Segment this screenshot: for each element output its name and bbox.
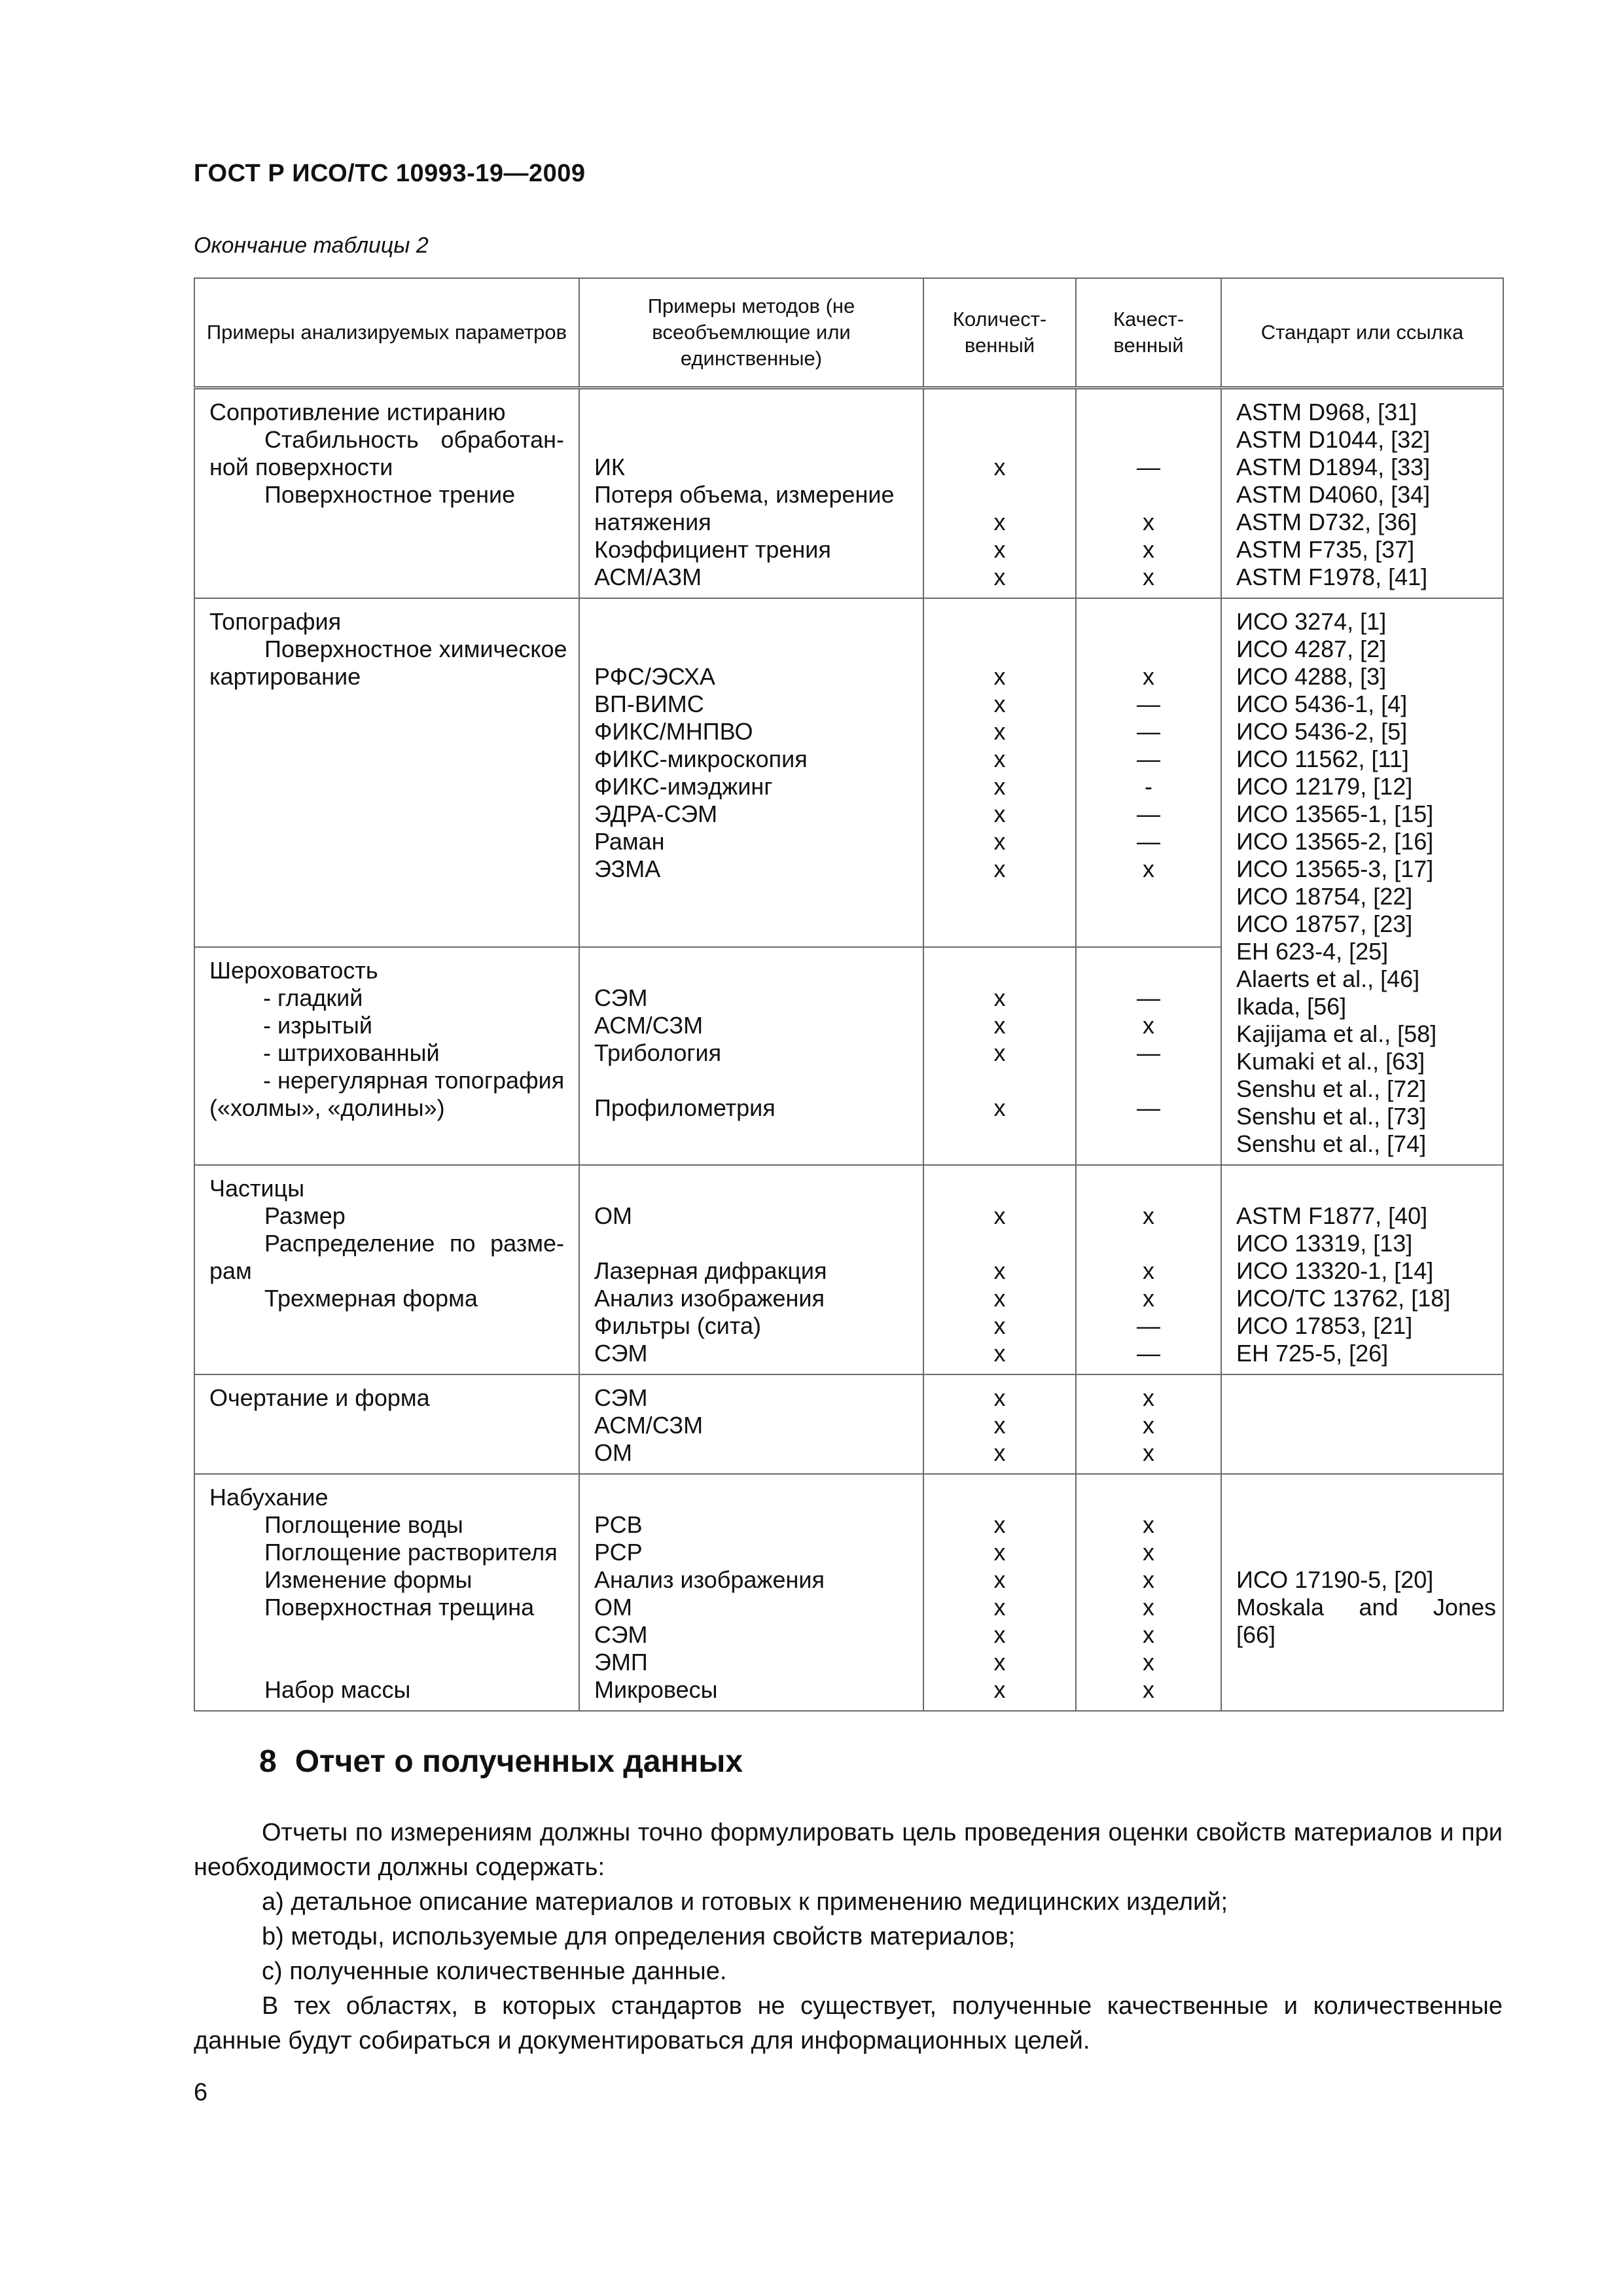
- quant-mark: [925, 957, 1075, 984]
- param-line: ной поверхности: [209, 454, 393, 480]
- param-line: [209, 1649, 564, 1676]
- reference-line: ИСО 18757, [23]: [1236, 910, 1413, 937]
- qual-mark: [1077, 1230, 1220, 1257]
- param-cell: [194, 598, 579, 947]
- reference-line: ASTM D968, [31]: [1236, 399, 1418, 425]
- methods-table: [194, 278, 1504, 1712]
- quantitative-cell: [923, 598, 1076, 947]
- quant-mark: х: [993, 1621, 1006, 1648]
- param-line: Поверхностное химическое: [264, 636, 567, 662]
- qual-mark: х: [1143, 509, 1154, 535]
- quant-mark: х: [993, 1384, 1006, 1411]
- quant-mark: х: [993, 718, 1006, 745]
- table-row: [194, 1374, 1503, 1474]
- method-line: СЭМ: [594, 1384, 648, 1411]
- method-line: СЭМ: [594, 1621, 648, 1648]
- list-item: a) детальное описание материалов и готовых к применению медицинских изделий;: [262, 1888, 1228, 1916]
- table-row: [194, 388, 1503, 599]
- method-line: Лазерная дифракция: [594, 1257, 827, 1284]
- method-line: ФИКС-микроскопия: [594, 745, 808, 772]
- method-line: ЭМП: [594, 1649, 648, 1676]
- quant-mark: [925, 608, 1075, 636]
- method-line: ФИКС/МНПВО: [594, 718, 753, 745]
- method-line: [594, 957, 915, 984]
- quant-mark: х: [993, 509, 1006, 535]
- param-line: [209, 1621, 564, 1649]
- reference-line: Ikada, [56]: [1236, 993, 1347, 1020]
- reference-line: ASTM D732, [36]: [1236, 509, 1418, 535]
- quant-mark: х: [993, 1566, 1006, 1593]
- quant-mark: х: [993, 773, 1006, 800]
- reference-line: [1236, 1511, 1496, 1539]
- table-caption: Окончание таблицы 2: [194, 233, 429, 258]
- qualitative-cell: [1076, 1165, 1221, 1374]
- qual-mark: х: [1143, 1566, 1154, 1593]
- qual-mark: [1077, 399, 1220, 426]
- reference-line: Senshu et al., [73]: [1236, 1103, 1427, 1130]
- qual-mark: -: [1145, 773, 1152, 800]
- qual-mark: [1077, 1484, 1220, 1511]
- quant-mark: х: [993, 1257, 1006, 1284]
- qual-mark: [1077, 426, 1220, 454]
- method-line: Трибология: [594, 1039, 722, 1067]
- reference-line: Senshu et al., [74]: [1236, 1130, 1427, 1157]
- method-line: [594, 608, 915, 636]
- param-line: - нерегулярная топография: [263, 1067, 565, 1094]
- methods-cell: [579, 388, 923, 599]
- reference-line: Moskala and Jones: [1236, 1594, 1496, 1621]
- reference-line: ИСО 13319, [13]: [1236, 1230, 1413, 1257]
- reference-line: ИСО 3274, [1]: [1236, 608, 1387, 635]
- quant-mark: х: [993, 828, 1006, 855]
- quantitative-cell: [923, 1474, 1076, 1711]
- quant-mark: х: [993, 564, 1006, 590]
- reference-line: [1236, 1539, 1496, 1566]
- method-line: Анализ изображения: [594, 1566, 825, 1593]
- qual-mark: —: [1137, 745, 1160, 772]
- param-cell: [194, 388, 579, 599]
- quant-mark: [925, 1484, 1075, 1511]
- reference-line: ИСО 17190-5, [20]: [1236, 1566, 1434, 1593]
- quant-mark: х: [993, 536, 1006, 563]
- quant-mark: [925, 1230, 1075, 1257]
- reference-line: ASTM F1978, [41]: [1236, 564, 1428, 590]
- header-quantitative: Количест-венный: [923, 278, 1076, 388]
- param-line: Поверхностное трение: [264, 481, 516, 508]
- quant-mark: х: [993, 1439, 1006, 1466]
- method-line: [594, 636, 915, 663]
- method-line: Микровесы: [594, 1676, 718, 1703]
- qual-mark: х: [1143, 1257, 1154, 1284]
- method-line: Профилометрия: [594, 1094, 776, 1122]
- reference-cell: [1221, 1165, 1503, 1374]
- quant-mark: х: [993, 1594, 1006, 1621]
- method-line: РФС/ЭСХА: [594, 663, 715, 690]
- param-cell: [194, 947, 579, 1165]
- reference-line: ЕН 725-5, [26]: [1236, 1340, 1389, 1367]
- quant-mark: х: [993, 800, 1006, 827]
- param-line: - штрихованный: [263, 1039, 440, 1067]
- methods-cell: [579, 1474, 923, 1711]
- page-number: 6: [194, 2079, 208, 2106]
- quant-mark: х: [993, 1539, 1006, 1566]
- qual-mark: —: [1137, 454, 1160, 480]
- param-line: Распределение по разме-: [264, 1230, 564, 1257]
- methods-cell: [579, 947, 923, 1165]
- quant-mark: х: [993, 745, 1006, 772]
- param-line: Набухание: [209, 1484, 329, 1511]
- method-line: [594, 1484, 915, 1511]
- param-line: Изменение формы: [264, 1566, 473, 1593]
- header-qualitative: Качест-венный: [1076, 278, 1221, 388]
- header-standard: Стандарт или ссылка: [1221, 278, 1503, 388]
- reference-cell: [1221, 388, 1503, 599]
- method-line: Фильтры (сита): [594, 1312, 762, 1339]
- param-line: Трехмерная форма: [264, 1285, 478, 1312]
- quant-mark: х: [993, 984, 1006, 1012]
- method-line: АСМ/СЗМ: [594, 1412, 704, 1439]
- reference-line: [66]: [1236, 1621, 1276, 1648]
- qual-mark: —: [1137, 800, 1160, 827]
- qual-mark: х: [1143, 1539, 1154, 1566]
- document-header: ГОСТ Р ИСО/ТС 10993-19—2009: [194, 160, 586, 187]
- reference-line: ASTM D1894, [33]: [1236, 454, 1431, 480]
- param-line: Поглощение воды: [264, 1511, 463, 1538]
- qual-mark: х: [1143, 1621, 1154, 1648]
- reference-line: ИСО 18754, [22]: [1236, 883, 1413, 910]
- reference-line: [1236, 1175, 1496, 1202]
- methods-cell: [579, 1165, 923, 1374]
- qual-mark: [1077, 1175, 1220, 1202]
- reference-line: Alaerts et al., [46]: [1236, 965, 1420, 992]
- method-line: ИК: [594, 454, 625, 480]
- param-line: - изрытый: [263, 1012, 372, 1039]
- method-line: ВП-ВИМС: [594, 691, 704, 717]
- quant-mark: х: [993, 1340, 1006, 1367]
- method-line: Коэффициент трения: [594, 536, 831, 563]
- reference-line: ИСО 13565-2, [16]: [1236, 828, 1434, 855]
- reference-cell: [1221, 1474, 1503, 1711]
- qual-mark: х: [1143, 1384, 1154, 1411]
- qual-mark: [1077, 1067, 1220, 1094]
- qual-mark: х: [1143, 1511, 1154, 1538]
- method-line: [594, 426, 915, 454]
- param-cell: [194, 1165, 579, 1374]
- quant-mark: [925, 1175, 1075, 1202]
- param-cell: [194, 1374, 579, 1474]
- method-line: Раман: [594, 828, 665, 855]
- param-line: Размер: [264, 1202, 346, 1229]
- quant-mark: х: [993, 1012, 1006, 1039]
- quant-mark: х: [993, 1094, 1006, 1122]
- param-line: Топография: [209, 608, 342, 635]
- quantitative-cell: [923, 388, 1076, 599]
- method-line: СЭМ: [594, 984, 648, 1012]
- qual-mark: —: [1137, 1312, 1160, 1339]
- methods-cell: [579, 598, 923, 947]
- quant-mark: х: [993, 454, 1006, 480]
- method-line: ЭДРА-СЭМ: [594, 800, 718, 827]
- header-methods: Примеры методов (не всеобъемлющие или единственные): [579, 278, 923, 388]
- quant-mark: х: [993, 1511, 1006, 1538]
- reference-line: ИСО 5436-2, [5]: [1236, 718, 1408, 745]
- qualitative-cell: [1076, 388, 1221, 599]
- quant-mark: х: [993, 855, 1006, 882]
- param-line: Очертание и форма: [209, 1384, 430, 1411]
- param-line: Поверхностная трещина: [264, 1594, 535, 1621]
- method-line: ОМ: [594, 1202, 632, 1229]
- method-line: [594, 1230, 915, 1257]
- reference-line: ИСО 13565-1, [15]: [1236, 800, 1434, 827]
- intro-paragraph: Отчеты по измерениям должны точно формулировать цель проведения оценки свойств материалов и при необходимости должны содержать:: [194, 1819, 1503, 1881]
- param-cell: [194, 1474, 579, 1711]
- reference-line: ASTM F735, [37]: [1236, 536, 1415, 563]
- quant-mark: х: [993, 663, 1006, 690]
- qual-mark: х: [1143, 1412, 1154, 1439]
- qual-mark: —: [1137, 1340, 1160, 1367]
- reference-cell: [1221, 1374, 1503, 1474]
- list-item: c) полученные количественные данные.: [262, 1958, 727, 1985]
- qual-mark: —: [1137, 984, 1160, 1012]
- quant-mark: [925, 426, 1075, 454]
- qual-mark: х: [1143, 564, 1154, 590]
- qual-mark: х: [1143, 1285, 1154, 1312]
- qualitative-cell: [1076, 1374, 1221, 1474]
- reference-line: ASTM D1044, [32]: [1236, 426, 1431, 453]
- reference-line: ИСО 11562, [11]: [1236, 745, 1409, 772]
- qual-mark: х: [1143, 536, 1154, 563]
- table-row: [194, 1474, 1503, 1711]
- quant-mark: [925, 481, 1075, 509]
- section-number: 8: [259, 1744, 277, 1779]
- method-line: АСМ/АЗМ: [594, 564, 702, 590]
- quant-mark: х: [993, 1312, 1006, 1339]
- method-line: [594, 399, 915, 426]
- method-line: Анализ изображения: [594, 1285, 825, 1312]
- method-line: [594, 1067, 915, 1094]
- methods-cell: [579, 1374, 923, 1474]
- reference-line: ИСО 13320-1, [14]: [1236, 1257, 1434, 1284]
- method-line: РСВ: [594, 1511, 643, 1538]
- reference-line: ИСО 17853, [21]: [1236, 1312, 1413, 1339]
- method-line: ФИКС-имэджинг: [594, 773, 773, 800]
- param-line: Стабильность обработан-: [264, 426, 564, 453]
- method-line: [594, 1175, 915, 1202]
- reference-line: ИСО 5436-1, [4]: [1236, 691, 1408, 717]
- reference-line: ИСО 4288, [3]: [1236, 663, 1387, 690]
- qual-mark: х: [1143, 663, 1154, 690]
- method-line: АСМ/СЗМ: [594, 1012, 704, 1039]
- param-line: рам: [209, 1257, 252, 1284]
- method-line: ОМ: [594, 1439, 632, 1466]
- quant-mark: [925, 399, 1075, 426]
- param-line: Поглощение растворителя: [264, 1539, 558, 1566]
- reference-line: ИСО 13565-3, [17]: [1236, 855, 1434, 882]
- param-line: Набор массы: [264, 1676, 411, 1703]
- quant-mark: х: [993, 691, 1006, 717]
- header-parameters: Примеры анализируемых параметров: [194, 278, 579, 388]
- quant-mark: [925, 1067, 1075, 1094]
- reference-line: ASTM D4060, [34]: [1236, 481, 1431, 508]
- reference-line: Senshu et al., [72]: [1236, 1075, 1427, 1102]
- param-line: Шероховатость: [209, 957, 378, 984]
- method-line: РСР: [594, 1539, 643, 1566]
- qual-mark: х: [1143, 1012, 1154, 1039]
- qual-mark: [1077, 481, 1220, 509]
- qual-mark: х: [1143, 1676, 1154, 1703]
- qualitative-cell: [1076, 598, 1221, 947]
- qual-mark: х: [1143, 1649, 1154, 1676]
- table-row: [194, 598, 1503, 947]
- quant-mark: х: [993, 1649, 1006, 1676]
- qual-mark: [1077, 636, 1220, 663]
- qual-mark: [1077, 608, 1220, 636]
- reference-line: ИСО 4287, [2]: [1236, 636, 1387, 662]
- reference-line: Kajijama et al., [58]: [1236, 1020, 1437, 1047]
- method-line: Потеря объема, измерение: [594, 481, 895, 508]
- param-line: картирование: [209, 663, 361, 690]
- section-heading: [259, 1744, 743, 1780]
- closing-paragraph: В тех областях, в которых стандартов не существует, полученные качественные и количественные данные будут собираться и документироваться для информационных целей.: [194, 1992, 1503, 2054]
- reference-line: ЕН 623-4, [25]: [1236, 938, 1389, 965]
- quant-mark: х: [993, 1412, 1006, 1439]
- qualitative-cell: [1076, 947, 1221, 1165]
- quant-mark: х: [993, 1285, 1006, 1312]
- param-line: Частицы: [209, 1175, 305, 1202]
- reference-line: [1236, 1484, 1496, 1511]
- table-row: [194, 1165, 1503, 1374]
- qual-mark: х: [1143, 855, 1154, 882]
- quant-mark: х: [993, 1039, 1006, 1067]
- quantitative-cell: [923, 1165, 1076, 1374]
- qual-mark: [1077, 957, 1220, 984]
- reference-line: Kumaki et al., [63]: [1236, 1048, 1425, 1075]
- method-line: ОМ: [594, 1594, 632, 1621]
- reference-line: ASTM F1877, [40]: [1236, 1202, 1428, 1229]
- method-line: ЭЗМА: [594, 855, 661, 882]
- qual-mark: —: [1137, 828, 1160, 855]
- param-line: («холмы», «долины»): [209, 1094, 445, 1122]
- reference-cell: [1221, 598, 1503, 1165]
- qual-mark: —: [1137, 718, 1160, 745]
- qualitative-cell: [1076, 1474, 1221, 1711]
- list-item: b) методы, используемые для определения свойств материалов;: [262, 1923, 1016, 1950]
- section-body: [194, 1816, 1503, 2058]
- param-line: - гладкий: [263, 984, 363, 1012]
- reference-line: ИСО/ТС 13762, [18]: [1236, 1285, 1451, 1312]
- method-line: натяжения: [594, 509, 711, 535]
- reference-line: ИСО 12179, [12]: [1236, 773, 1413, 800]
- qual-mark: х: [1143, 1202, 1154, 1229]
- qual-mark: х: [1143, 1439, 1154, 1466]
- quantitative-cell: [923, 1374, 1076, 1474]
- table-header-row: [194, 278, 1503, 388]
- section-title: Отчет о полученных данных: [294, 1744, 743, 1779]
- qual-mark: —: [1137, 1094, 1160, 1122]
- method-line: СЭМ: [594, 1340, 648, 1367]
- qual-mark: —: [1137, 1039, 1160, 1067]
- quant-mark: х: [993, 1202, 1006, 1229]
- quantitative-cell: [923, 947, 1076, 1165]
- qual-mark: х: [1143, 1594, 1154, 1621]
- qual-mark: —: [1137, 691, 1160, 717]
- quant-mark: [925, 636, 1075, 663]
- quant-mark: х: [993, 1676, 1006, 1703]
- param-line: Сопротивление истиранию: [209, 399, 506, 425]
